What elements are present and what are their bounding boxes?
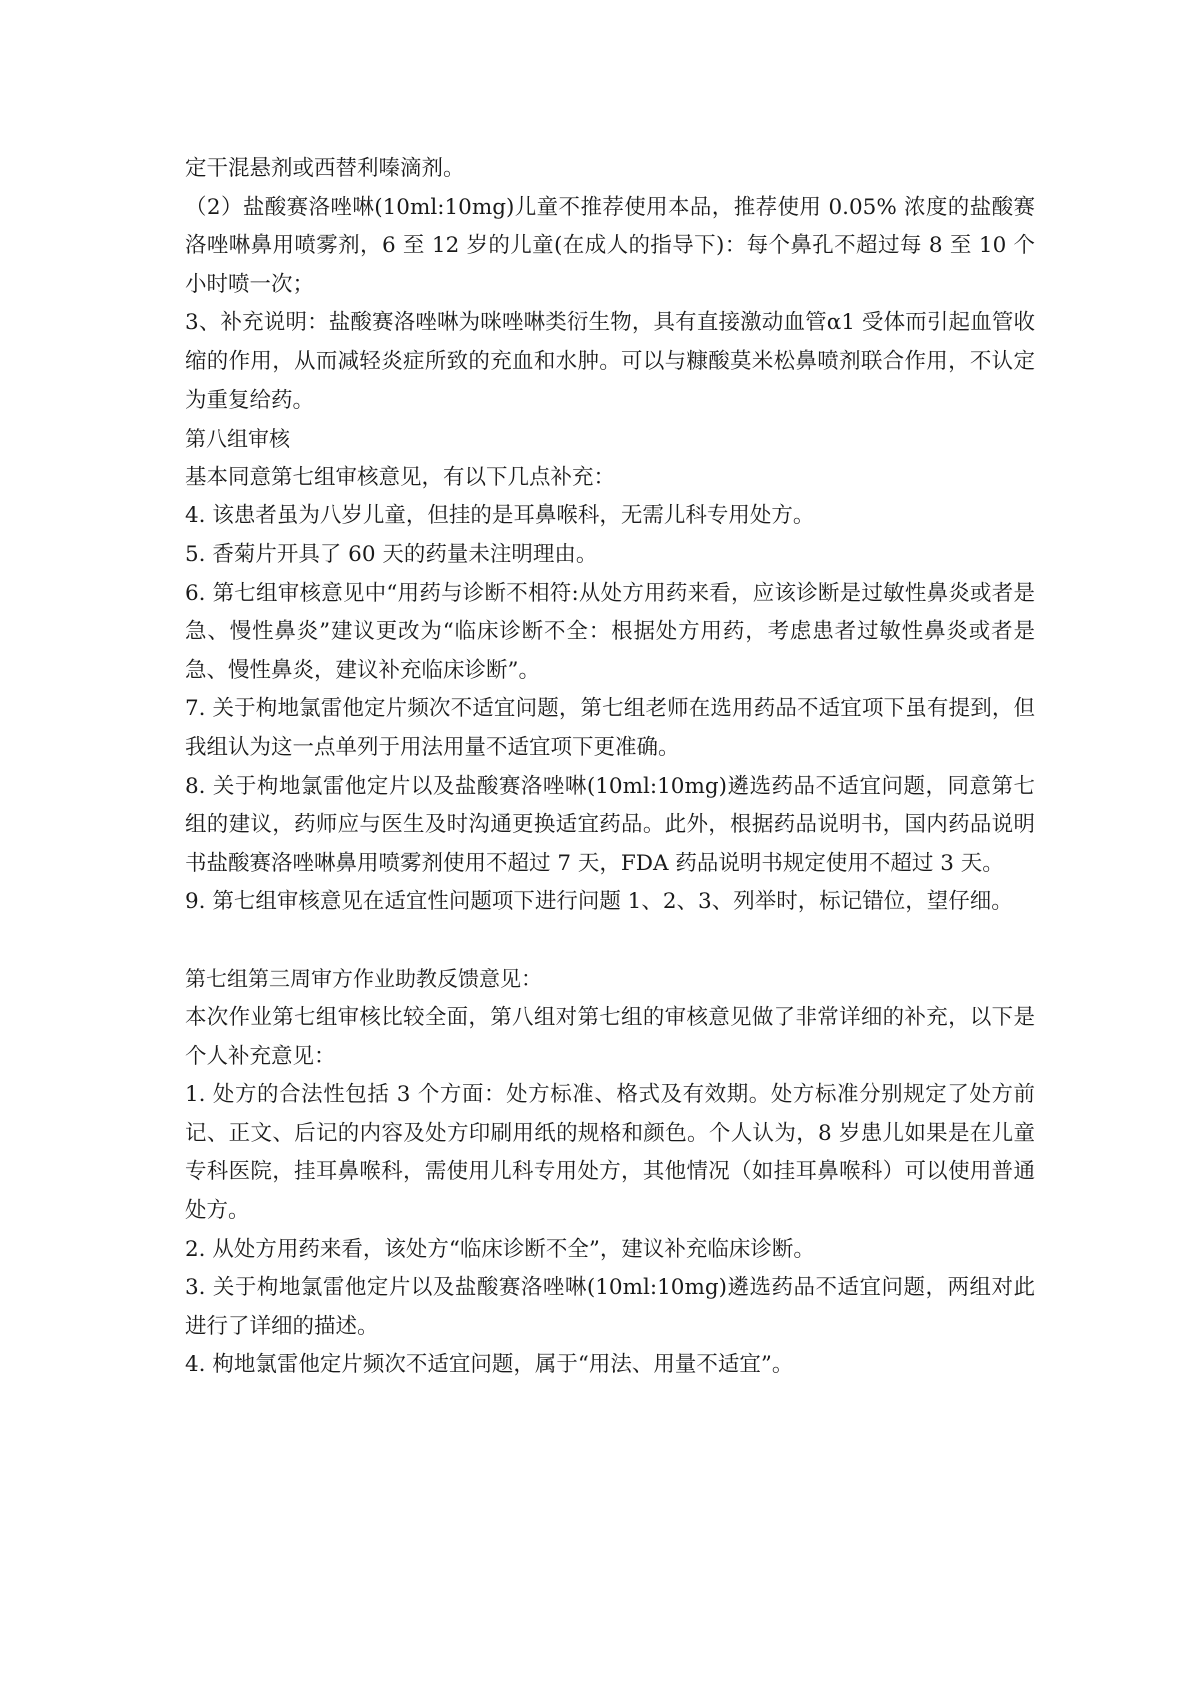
list-item: 6. 第七组审核意见中“用药与诊断不相符:从处方用药来看，应该诊断是过敏性鼻炎或者是急、慢性鼻炎”建议更改为“临床诊断不全：根据处方用药，考虑患者过敏性鼻炎或者是急、慢性鼻炎，建议补充临床诊断”。 <box>185 580 1035 683</box>
list-item: 8. 关于枸地氯雷他定片以及盐酸赛洛唑啉(10ml:10mg)遴选药品不适宜问题，同意第七组的建议，药师应与医生及时沟通更换适宜药品。此外，根据药品说明书，国内药品说明书盐酸赛洛唑啉鼻用喷雾剂使用不超过 7 天，FDA 药品说明书规定使用不超过 3 天。 <box>185 773 1035 876</box>
list-item: 4. 枸地氯雷他定片频次不适宜问题，属于“用法、用量不适宜”。 <box>185 1352 794 1378</box>
list-item: 4. 该患者虽为八岁儿童，但挂的是耳鼻喉科，无需儿科专用处方。 <box>185 503 815 529</box>
blank-line <box>185 922 1035 961</box>
list-item: 1. 处方的合法性包括 3 个方面：处方标准、格式及有效期。处方标准分别规定了处方前记、正文、后记的内容及处方印刷用纸的规格和颜色。个人认为，8 岁患儿如果是在儿童专科医院，挂耳鼻喉科，需使用儿科专用处方，其他情况（如挂耳鼻喉科）可以使用普通处方。 <box>185 1082 1035 1224</box>
paragraph: 本次作业第七组审核比较全面，第八组对第七组的审核意见做了非常详细的补充，以下是个人补充意见： <box>185 1005 1035 1069</box>
paragraph: 3、补充说明：盐酸赛洛唑啉为咪唑啉类衍生物，具有直接激动血管α1 受体而引起血管收缩的作用，从而减轻炎症所致的充血和水肿。可以与糠酸莫米松鼻喷剂联合作用，不认定为重复给药。 <box>185 310 1035 413</box>
section-heading-group8: 第八组审核 <box>185 427 290 452</box>
section-heading-feedback: 第七组第三周审方作业助教反馈意见： <box>185 967 542 992</box>
paragraph: （2）盐酸赛洛唑啉(10ml:10mg)儿童不推荐使用本品，推荐使用 0.05% 浓度的盐酸赛洛唑啉鼻用喷雾剂，6 至 12 岁的儿童(在成人的指导下)：每个鼻孔不超过每 8 至 10 个小时喷一次； <box>185 194 1035 297</box>
list-item: 2. 从处方用药来看，该处方“临床诊断不全”，建议补充临床诊断。 <box>185 1236 815 1262</box>
list-item: 5. 香菊片开具了 60 天的药量未注明理由。 <box>185 541 598 567</box>
paragraph: 定干混悬剂或西替利嗪滴剂。 <box>185 156 465 181</box>
paragraph: 基本同意第七组审核意见，有以下几点补充： <box>185 464 616 490</box>
document-body <box>185 150 1035 1385</box>
list-item: 3. 关于枸地氯雷他定片以及盐酸赛洛唑啉(10ml:10mg)遴选药品不适宜问题，两组对此进行了详细的描述。 <box>185 1275 1035 1339</box>
list-item: 7. 关于枸地氯雷他定片频次不适宜问题，第七组老师在选用药品不适宜项下虽有提到，但我组认为这一点单列于用法用量不适宜项下更准确。 <box>185 696 1035 760</box>
list-item: 9. 第七组审核意见在适宜性问题项下进行问题 1、2、3、列举时，标记错位，望仔细。 <box>185 889 1013 915</box>
